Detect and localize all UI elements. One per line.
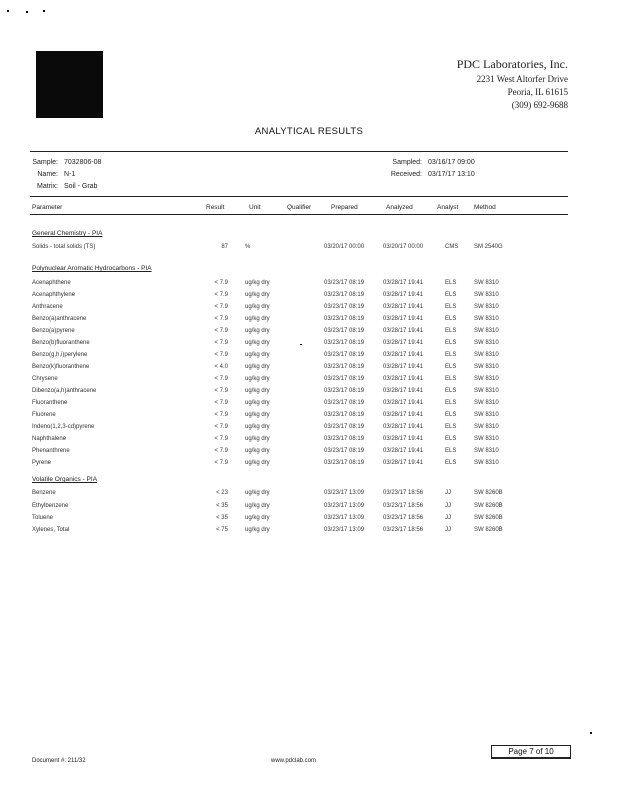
cell-analyzed: 03/28/17 19:41 <box>383 376 424 382</box>
cell-method: SW 8260B <box>474 515 503 521</box>
cell-parameter: Acenaphthylene <box>32 292 76 298</box>
header-analyzed: Analyzed <box>386 204 413 211</box>
cell-method: SM 2540G <box>474 244 503 250</box>
cell-prepared: 03/23/17 08:19 <box>324 424 365 430</box>
cell-method: SW 8310 <box>474 388 499 394</box>
cell-analyzed: 03/23/17 18:56 <box>383 490 424 496</box>
table-row <box>0 244 618 256</box>
cell-prepared: 03/23/17 08:19 <box>324 340 365 346</box>
table-row <box>0 364 618 376</box>
cell-prepared: 03/23/17 13:09 <box>324 503 365 509</box>
scan-speck <box>43 10 45 12</box>
section-title: General Chemistry - PIA <box>32 230 103 237</box>
header-prepared: Prepared <box>331 204 358 211</box>
cell-prepared: 03/23/17 08:19 <box>324 316 365 322</box>
name-value: N-1 <box>64 171 76 178</box>
cell-analyst: ELS <box>445 400 457 406</box>
table-row <box>0 515 618 527</box>
cell-unit: ug/kg dry <box>245 292 270 298</box>
cell-parameter: Benzo(k)fluoranthene <box>32 364 90 370</box>
cell-method: SW 8310 <box>474 400 499 406</box>
matrix-value: Soil - Grab <box>64 183 98 190</box>
page-indicator-shadow <box>570 746 571 759</box>
cell-parameter: Naphthalene <box>32 436 67 442</box>
cell-analyzed: 03/23/17 18:56 <box>383 503 424 509</box>
cell-method: SW 8310 <box>474 424 499 430</box>
cell-unit: ug/kg dry <box>245 527 270 533</box>
cell-unit: ug/kg dry <box>245 424 270 430</box>
sample-value: 7032806-08 <box>64 159 102 166</box>
cell-analyst: ELS <box>445 388 457 394</box>
header-analyst: Analyst <box>437 204 459 211</box>
cell-analyzed: 03/28/17 19:41 <box>383 292 424 298</box>
table-row <box>0 352 618 364</box>
cell-parameter: Benzo(a)anthracene <box>32 316 87 322</box>
cell-result: < 7.9 <box>214 448 228 454</box>
cell-analyzed: 03/28/17 19:41 <box>383 328 424 334</box>
table-row <box>0 304 618 316</box>
cell-prepared: 03/23/17 08:19 <box>324 304 365 310</box>
cell-parameter: Pyrene <box>32 460 52 466</box>
cell-parameter: Benzene <box>32 490 56 496</box>
cell-analyzed: 03/28/17 19:41 <box>383 388 424 394</box>
cell-method: SW 8310 <box>474 292 499 298</box>
cell-analyst: ELS <box>445 376 457 382</box>
table-row <box>0 280 618 292</box>
cell-prepared: 03/23/17 08:19 <box>324 400 365 406</box>
cell-analyst: JJ <box>445 490 451 496</box>
sampled-label: Sampled: <box>392 159 422 166</box>
cell-analyst: ELS <box>445 364 457 370</box>
table-header-divider <box>30 214 568 215</box>
cell-result: < 7.9 <box>214 292 228 298</box>
scan-speck <box>7 10 9 12</box>
section-title: Volatile Organics - PIA <box>32 476 98 483</box>
cell-result: < 7.9 <box>214 340 228 346</box>
cell-method: SW 8310 <box>474 448 499 454</box>
cell-method: SW 8310 <box>474 376 499 382</box>
cell-result: 87 <box>221 244 228 250</box>
cell-parameter: Benzo(g,h,i)perylene <box>32 352 88 358</box>
cell-result: < 35 <box>216 515 228 521</box>
received-row <box>384 171 475 178</box>
cell-result: < 75 <box>216 527 228 533</box>
table-row <box>0 527 618 539</box>
cell-result: < 7.9 <box>214 388 228 394</box>
cell-result: < 7.9 <box>214 412 228 418</box>
cell-result: < 7.9 <box>214 304 228 310</box>
header-parameter: Parameter <box>32 204 63 211</box>
cell-analyzed: 03/28/17 19:41 <box>383 412 424 418</box>
sample-label: Sample: <box>32 159 58 166</box>
cell-method: SW 8310 <box>474 436 499 442</box>
sample-name-row <box>20 171 75 178</box>
scan-speck <box>590 732 592 734</box>
cell-analyst: JJ <box>445 515 451 521</box>
lab-phone: (309) 692-9688 <box>511 100 568 110</box>
cell-result: < 7.9 <box>214 352 228 358</box>
table-row <box>0 388 618 400</box>
cell-unit: ug/kg dry <box>245 388 270 394</box>
cell-prepared: 03/20/17 00:00 <box>324 244 365 250</box>
cell-prepared: 03/23/17 08:19 <box>324 448 365 454</box>
table-row <box>0 292 618 304</box>
cell-result: < 7.9 <box>214 460 228 466</box>
cell-unit: ug/kg dry <box>245 448 270 454</box>
cell-unit: ug/kg dry <box>245 304 270 310</box>
cell-analyst: ELS <box>445 280 457 286</box>
cell-analyst: ELS <box>445 340 457 346</box>
cell-parameter: Fluoranthene <box>32 400 68 406</box>
header-qualifier: Qualifier <box>287 204 312 211</box>
cell-method: SW 8310 <box>474 340 499 346</box>
lab-name: PDC Laboratories, Inc. <box>456 57 568 71</box>
cell-parameter: Xylenes, Total <box>32 527 70 533</box>
cell-analyst: ELS <box>445 328 457 334</box>
cell-analyzed: 03/28/17 19:41 <box>383 448 424 454</box>
cell-parameter: Fluorene <box>32 412 56 418</box>
cell-prepared: 03/23/17 08:19 <box>324 412 365 418</box>
cell-prepared: 03/23/17 13:09 <box>324 515 365 521</box>
table-row <box>0 490 618 502</box>
cell-analyzed: 03/28/17 19:41 <box>383 352 424 358</box>
cell-method: SW 8260B <box>474 490 503 496</box>
header-method: Method <box>474 204 496 211</box>
cell-unit: ug/kg dry <box>245 490 270 496</box>
header-divider <box>30 151 568 152</box>
cell-prepared: 03/23/17 13:09 <box>324 490 365 496</box>
cell-result: < 7.9 <box>214 424 228 430</box>
cell-parameter: Anthracene <box>32 304 63 310</box>
cell-prepared: 03/23/17 08:19 <box>324 460 365 466</box>
cell-unit: ug/kg dry <box>245 515 270 521</box>
cell-parameter: Indeno(1,2,3-cd)pyrene <box>32 424 95 430</box>
cell-parameter: Benzo(b)fluoranthene <box>32 340 90 346</box>
name-label: Name: <box>37 171 58 178</box>
cell-analyzed: 03/28/17 19:41 <box>383 424 424 430</box>
cell-unit: ug/kg dry <box>245 460 270 466</box>
cell-prepared: 03/23/17 08:19 <box>324 364 365 370</box>
cell-parameter: Acenaphthene <box>32 280 71 286</box>
received-label: Received: <box>390 171 422 178</box>
cell-result: < 35 <box>216 503 228 509</box>
website-link[interactable]: www.pdclab.com <box>271 758 317 764</box>
scan-speck <box>26 11 28 13</box>
cell-method: SW 8310 <box>474 352 499 358</box>
cell-analyzed: 03/28/17 19:41 <box>383 316 424 322</box>
cell-analyst: JJ <box>445 503 451 509</box>
cell-unit: ug/kg dry <box>245 316 270 322</box>
cell-prepared: 03/23/17 08:19 <box>324 352 365 358</box>
page-indicator-shadow <box>491 758 571 759</box>
cell-method: SW 8310 <box>474 304 499 310</box>
cell-analyzed: 03/28/17 19:41 <box>383 280 424 286</box>
cell-unit: ug/kg dry <box>245 400 270 406</box>
cell-prepared: 03/23/17 08:19 <box>324 388 365 394</box>
cell-parameter: Solids - total solids (TS) <box>32 244 96 250</box>
sample-id-row <box>20 159 101 166</box>
table-row <box>0 436 618 448</box>
cell-prepared: 03/23/17 13:09 <box>324 527 365 533</box>
cell-result: < 23 <box>216 490 228 496</box>
cell-analyzed: 03/23/17 18:56 <box>383 527 424 533</box>
cell-analyst: JJ <box>445 527 451 533</box>
table-row <box>0 424 618 436</box>
received-value: 03/17/17 13:10 <box>428 171 475 178</box>
cell-unit: ug/kg dry <box>245 340 270 346</box>
info-divider <box>30 196 568 197</box>
cell-unit: ug/kg dry <box>245 503 270 509</box>
cell-result: < 7.9 <box>214 400 228 406</box>
table-row <box>0 503 618 515</box>
table-row <box>0 316 618 328</box>
cell-analyst: ELS <box>445 436 457 442</box>
lab-address-line2: Peoria, IL 61615 <box>507 87 568 97</box>
cell-analyst: ELS <box>445 316 457 322</box>
cell-analyst: ELS <box>445 352 457 358</box>
cell-analyzed: 03/28/17 19:41 <box>383 400 424 406</box>
cell-prepared: 03/23/17 08:19 <box>324 436 365 442</box>
table-row <box>0 460 618 472</box>
table-row <box>0 328 618 340</box>
cell-unit: ug/kg dry <box>245 364 270 370</box>
sample-matrix-row <box>20 183 97 190</box>
cell-unit: ug/kg dry <box>245 280 270 286</box>
cell-prepared: 03/23/17 08:19 <box>324 280 365 286</box>
cell-analyzed: 03/28/17 19:41 <box>383 340 424 346</box>
cell-analyst: ELS <box>445 304 457 310</box>
cell-analyst: ELS <box>445 424 457 430</box>
cell-parameter: Ethylbenzene <box>32 503 69 509</box>
cell-parameter: Dibenzo(a,h)anthracene <box>32 388 97 394</box>
cell-analyzed: 03/20/17 00:00 <box>383 244 424 250</box>
cell-result: < 7.9 <box>214 376 228 382</box>
section-title: Polynuclear Aromatic Hydrocarbons - PIA <box>32 265 152 272</box>
cell-prepared: 03/23/17 08:19 <box>324 328 365 334</box>
cell-result: < 7.9 <box>214 436 228 442</box>
lab-logo <box>36 51 103 118</box>
table-row <box>0 376 618 388</box>
sampled-row <box>384 159 475 166</box>
cell-unit: ug/kg dry <box>245 352 270 358</box>
cell-result: < 7.9 <box>214 328 228 334</box>
cell-parameter: Toluene <box>32 515 54 521</box>
table-row <box>0 340 618 352</box>
cell-unit: ug/kg dry <box>245 328 270 334</box>
cell-analyst: ELS <box>445 448 457 454</box>
cell-analyzed: 03/23/17 18:56 <box>383 515 424 521</box>
cell-analyzed: 03/28/17 19:41 <box>383 364 424 370</box>
cell-parameter: Chrysene <box>32 376 58 382</box>
cell-analyzed: 03/28/17 19:41 <box>383 460 424 466</box>
cell-analyst: ELS <box>445 460 457 466</box>
cell-unit: ug/kg dry <box>245 436 270 442</box>
header-unit: Unit <box>249 204 261 211</box>
cell-analyzed: 03/28/17 19:41 <box>383 304 424 310</box>
cell-analyzed: 03/28/17 19:41 <box>383 436 424 442</box>
table-row <box>0 412 618 424</box>
cell-method: SW 8260B <box>474 527 503 533</box>
cell-method: SW 8310 <box>474 316 499 322</box>
cell-parameter: Benzo(a)pyrene <box>32 328 75 334</box>
cell-method: SW 8310 <box>474 328 499 334</box>
page-indicator: Page 7 of 10 <box>491 745 571 758</box>
cell-prepared: 03/23/17 08:19 <box>324 376 365 382</box>
cell-analyst: CMS <box>445 244 459 250</box>
cell-method: SW 8310 <box>474 412 499 418</box>
cell-parameter: Phenanthrene <box>32 448 70 454</box>
document-id: Document #: 211/32 <box>32 758 86 764</box>
cell-unit: % <box>245 244 251 250</box>
cell-result: < 7.9 <box>214 280 228 286</box>
table-row <box>0 400 618 412</box>
sampled-value: 03/16/17 09:00 <box>428 159 475 166</box>
cell-analyst: ELS <box>445 292 457 298</box>
cell-analyst: ELS <box>445 412 457 418</box>
cell-method: SW 8310 <box>474 364 499 370</box>
lab-address-line1: 2231 West Altorfer Drive <box>476 74 568 84</box>
cell-prepared: 03/23/17 08:19 <box>324 292 365 298</box>
cell-method: SW 8310 <box>474 280 499 286</box>
cell-result: < 7.9 <box>214 316 228 322</box>
cell-unit: ug/kg dry <box>245 412 270 418</box>
cell-method: SW 8260B <box>474 503 503 509</box>
cell-result: < 4.0 <box>214 364 228 370</box>
cell-method: SW 8310 <box>474 460 499 466</box>
matrix-label: Matrix: <box>37 183 58 190</box>
cell-unit: ug/kg dry <box>245 376 270 382</box>
header-result: Result <box>206 204 225 211</box>
report-title: ANALYTICAL RESULTS <box>254 126 364 137</box>
table-row <box>0 448 618 460</box>
